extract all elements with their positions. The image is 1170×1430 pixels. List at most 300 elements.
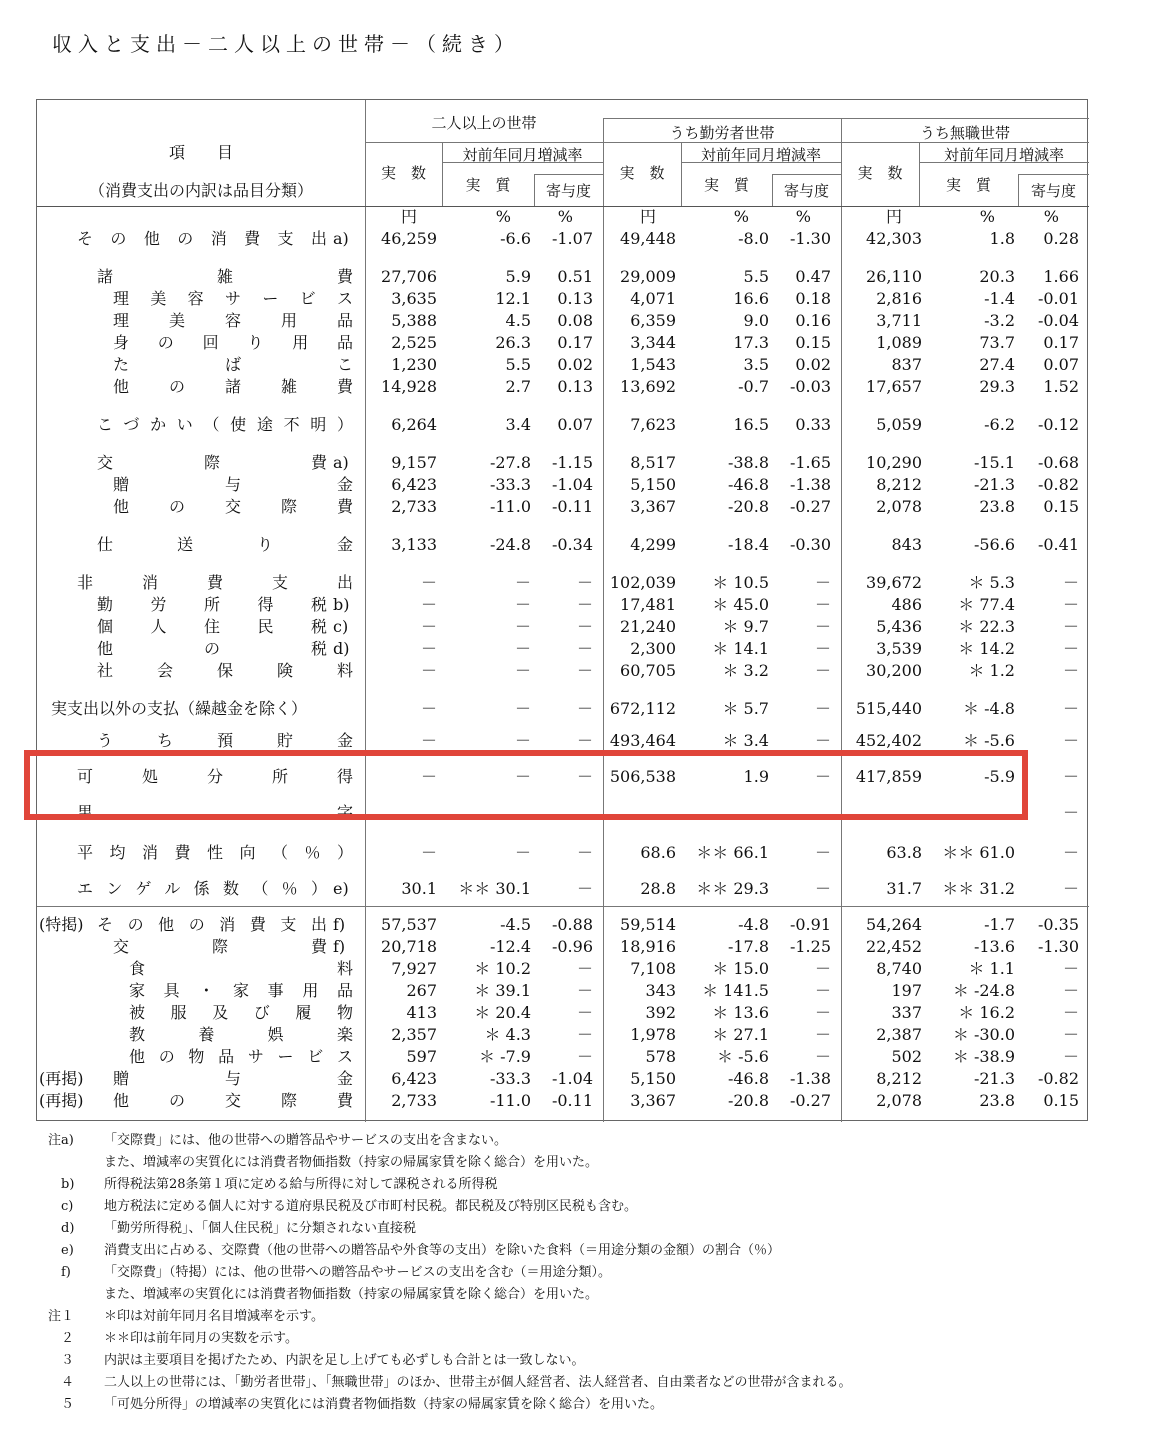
table-cell: － [576,639,593,658]
table-cell: 578 [645,1047,676,1066]
table-cell: － [1062,843,1079,862]
table-cell: -0.11 [551,497,593,516]
table-cell: -1.4 [984,289,1015,308]
table-cell: ＊ -38.9 [952,1047,1015,1066]
table-cell: 1,230 [391,355,437,374]
table-cell: 10,290 [866,453,922,472]
table-cell: － [814,959,831,978]
row-prefix: (特掲) [39,915,84,934]
footnote-text: 「交際費」には、他の世帯への贈答品やサービスの支出を含まない。 [104,1133,508,1148]
row-label: エンゲル係数（％） [77,879,327,898]
table-cell: － [814,699,831,718]
row-note-ref: f) [333,937,346,956]
table-cell: － [814,639,831,658]
footnote-key: ２ [48,1331,75,1346]
contrib-header: 寄与度 [1030,182,1076,200]
table-cell: 39,672 [866,573,922,592]
table-cell: － [576,661,593,680]
table-cell: 8,517 [630,453,676,472]
table-cell: 837 [891,355,922,374]
table-cell: 29.3 [979,377,1015,396]
table-cell: 1.66 [1043,267,1079,286]
row-label: 他の物品サービス [129,1047,353,1066]
row-label: 贈与金 [113,1069,353,1088]
table-row [37,698,1089,720]
table-cell: 2,733 [391,497,437,516]
table-cell: -0.82 [1037,1069,1079,1088]
table-cell: 2.7 [505,377,531,396]
table-cell: － [576,879,593,898]
table-cell: 0.07 [1043,355,1079,374]
table-cell: -4.8 [738,915,769,934]
table-cell: － [814,1047,831,1066]
table-cell: 1,978 [630,1025,676,1044]
table-cell: -33.3 [489,475,531,494]
table-row [37,842,1089,864]
row-label: 平均消費性向（％） [77,843,353,862]
table-cell: -0.7 [738,377,769,396]
table-cell: ＊ 141.5 [702,981,769,1000]
table-cell: -0.03 [789,377,831,396]
table-cell: 0.15 [795,333,831,352]
table-cell: -1.15 [551,453,593,472]
table-cell: ＊ 3.2 [722,661,769,680]
table-cell: － [814,981,831,1000]
table-cell: -1.07 [551,229,593,248]
table-cell: ＊ 10.5 [712,573,769,592]
table-cell: 843 [891,535,922,554]
table-cell: － [1062,767,1079,786]
table-row [37,266,1089,288]
table-cell: 102,039 [609,573,676,592]
table-cell: 18,916 [620,937,676,956]
table-cell: 16.5 [733,415,769,434]
income-expenditure-table [36,99,1088,1121]
table-cell: 8,740 [876,959,922,978]
table-cell: 343 [645,981,676,1000]
row-note-ref: b) [333,595,350,614]
table-cell: 0.17 [557,333,593,352]
table-cell: － [814,731,831,750]
table-cell: 515,440 [855,699,922,718]
table-cell: ＊ 15.0 [712,959,769,978]
table-cell: 5,388 [391,311,437,330]
table-cell: － [1062,661,1079,680]
table-cell: － [1062,595,1079,614]
table-cell: 7,927 [391,959,437,978]
table-cell: -0.88 [551,915,593,934]
row-note-ref: a) [333,453,349,472]
table-cell: 0.02 [795,355,831,374]
table-cell: ＊＊ 61.0 [942,843,1015,862]
table-cell: － [576,1047,593,1066]
table-cell: ＊ -4.8 [963,699,1015,718]
footnote-key: e) [48,1243,74,1258]
table-cell: ＊ -5.6 [963,731,1015,750]
table-cell: 7,108 [630,959,676,978]
table-cell: － [420,639,437,658]
table-cell: 60,705 [620,661,676,680]
row-label: 贈与金 [113,475,353,494]
table-cell: 3,367 [630,1091,676,1110]
yoy-header: 対前年同月増減率 [700,146,821,164]
footnote-key: ５ [48,1397,75,1412]
table-cell: 2,733 [391,1091,437,1110]
table-cell: － [514,573,531,592]
table-cell: -18.4 [727,535,769,554]
table-cell: － [1062,617,1079,636]
unit-label: % [979,207,995,226]
table-cell: － [814,617,831,636]
table-cell: ＊ 10.2 [474,959,531,978]
contrib-header: 寄与度 [545,182,591,200]
table-cell: -1.04 [551,1069,593,1088]
table-row [37,730,1089,752]
table-cell: 2,357 [391,1025,437,1044]
row-label: 個人住民税 [97,617,327,636]
table-cell: 17,657 [866,377,922,396]
table-cell: 1,089 [876,333,922,352]
table-cell: 1.8 [989,229,1015,248]
table-cell: － [420,595,437,614]
table-cell: 5.9 [505,267,531,286]
table-cell: 0.17 [1043,333,1079,352]
table-cell: 14,928 [381,377,437,396]
row-label: 教養娯楽 [129,1025,353,1044]
table-cell: ＊＊ 29.3 [696,879,769,898]
table-cell: － [576,595,593,614]
group-all-header: 二人以上の世帯 [431,114,537,132]
table-cell: ＊ -5.6 [717,1047,769,1066]
footnote-text: 地方税法に定める個人に対する道府県民税及び市町村民税。都民税及び特別区民税も含む。 [104,1199,638,1214]
table-cell: -56.6 [973,535,1015,554]
table-cell: -0.34 [551,535,593,554]
table-cell: -15.1 [973,453,1015,472]
table-cell: 0.15 [1043,497,1079,516]
table-cell: 0.51 [557,267,593,286]
row-note-ref: c) [333,617,349,636]
row-label: 他の税 [97,639,327,658]
table-cell: -13.6 [973,937,1015,956]
table-cell: 8,212 [876,1069,922,1088]
row-label: 他の交際費 [113,1091,353,1110]
table-cell: ＊＊ 30.1 [458,879,531,898]
table-cell: 5.5 [743,267,769,286]
table-cell: － [576,731,593,750]
unit-label: 円 [400,207,417,226]
table-cell: 30.1 [401,879,437,898]
row-label: 非消費支出 [77,573,353,592]
table-cell: 68.6 [640,843,676,862]
table-cell: － [420,843,437,862]
row-label: 黒字 [77,803,353,822]
table-cell: 27.4 [979,355,1015,374]
table-cell: － [514,639,531,658]
real-header: 実 質 [945,176,991,194]
table-cell: 0.28 [1043,229,1079,248]
footnote-text: ＊＊印は前年同月の実数を示す。 [104,1331,298,1346]
table-cell: 3,711 [876,311,922,330]
footnote-text: 消費支出に占める、交際費（他の世帯への贈答品や外食等の支出）を除いた食料（＝用途分類の金額）の割合（％） [104,1243,781,1258]
table-cell: 452,402 [855,731,922,750]
table-cell: -6.2 [984,415,1015,434]
table-cell: ＊＊ 31.2 [942,879,1015,898]
table-cell: 2,525 [391,333,437,352]
table-cell: － [1062,1047,1079,1066]
table-cell: 0.07 [557,415,593,434]
item-header: 項 目 [168,143,233,162]
table-cell: -12.4 [489,937,531,956]
table-cell: 59,514 [620,915,676,934]
table-cell: 23.8 [979,1091,1015,1110]
table-cell: 6,264 [391,415,437,434]
table-cell: 2,816 [876,289,922,308]
group-worker-header: うち勤労者世帯 [669,124,775,142]
table-cell: 28.8 [640,879,676,898]
row-prefix: (再掲) [39,1091,84,1110]
table-cell: -5.9 [984,767,1015,786]
table-cell: － [576,1003,593,1022]
table-cell: 0.13 [557,377,593,396]
table-cell: 54,264 [866,915,922,934]
table-cell: 0.08 [557,311,593,330]
table-cell: ＊ 3.4 [722,731,769,750]
table-cell: 9,157 [391,453,437,472]
footnote-key: f) [48,1265,71,1280]
table-cell: ＊ 5.7 [722,699,769,718]
table-cell: ＊ 14.1 [712,639,769,658]
unit-label: % [795,207,811,226]
table-cell: － [420,617,437,636]
table-cell: -0.04 [1037,311,1079,330]
table-cell: 1,543 [630,355,676,374]
row-note-ref: d) [333,639,350,658]
table-cell: -0.27 [789,497,831,516]
table-cell: － [514,617,531,636]
table-row [37,228,1089,250]
table-cell: -4.5 [500,915,531,934]
table-row [37,594,1089,616]
table-row [37,474,1089,496]
table-cell: 29,009 [620,267,676,286]
table-cell: － [814,595,831,614]
row-label: 家具・家事用品 [129,981,353,1000]
table-cell: -1.65 [789,453,831,472]
table-cell: － [420,699,437,718]
table-row [37,802,1089,822]
table-cell: － [814,661,831,680]
table-cell: 3,133 [391,535,437,554]
footnote-text: また、増減率の実質化には消費者物価指数（持家の帰属家賃を除く総合）を用いた。 [104,1155,599,1170]
table-row [37,376,1089,398]
table-cell: － [1062,639,1079,658]
table-row [37,572,1089,594]
row-label: たばこ [113,355,353,374]
table-cell: 672,112 [609,699,676,718]
table-row [37,354,1089,376]
table-cell: -0.11 [551,1091,593,1110]
row-label: 他の交際費 [113,497,353,516]
table-cell: -27.8 [489,453,531,472]
table-cell: 20.3 [979,267,1015,286]
row-label: 理美容サービス [113,289,353,308]
units-row [37,206,1089,228]
footnote-key: c) [48,1199,74,1214]
table-cell: 486 [891,595,922,614]
table-cell: ＊ 77.4 [958,595,1015,614]
row-label: 社会保険料 [97,661,353,680]
table-cell: － [1062,981,1079,1000]
table-row [37,1002,1089,1024]
table-cell: 6,359 [630,311,676,330]
table-cell: 22,452 [866,937,922,956]
footnote-text: 「交際費」（特掲）には、他の世帯への贈答品やサービスの支出を含む（＝用途分類）。 [104,1265,612,1280]
table-cell: 4,071 [630,289,676,308]
table-row [37,1090,1089,1112]
table-cell: 413 [406,1003,437,1022]
item-subheader: （消費支出の内訳は品目分類） [88,181,313,200]
table-cell: 31.7 [886,879,922,898]
table-cell: 5,150 [630,475,676,494]
table-cell: -46.8 [727,1069,769,1088]
table-row [37,332,1089,354]
table-cell: 27,706 [381,267,437,286]
footnote-key: ３ [48,1353,75,1368]
row-label: うち預貯金 [97,731,353,750]
yoy-header: 対前年同月増減率 [943,146,1064,164]
footnote-text: ＊印は対前年同月名目増減率を示す。 [104,1309,324,1324]
table-row [37,414,1089,436]
table-cell: 12.1 [495,289,531,308]
table-cell: － [814,879,831,898]
table-cell: -0.27 [789,1091,831,1110]
table-cell: 5,059 [876,415,922,434]
row-label: 仕送り金 [97,535,353,554]
actual-header: 実 数 [380,164,426,182]
table-cell: ＊ 45.0 [712,595,769,614]
table-cell: 3,539 [876,639,922,658]
table-row [37,616,1089,638]
table-cell: － [1062,731,1079,750]
table-cell: － [1062,573,1079,592]
footnote-text: 内訳は主要項目を掲げたため、内訳を足し上げても必ずしも合計とは一致しない。 [104,1353,585,1368]
table-cell: 0.16 [795,311,831,330]
unit-label: 円 [639,207,656,226]
table-row [37,288,1089,310]
table-cell: ＊ -7.9 [479,1047,531,1066]
table-cell: － [1062,803,1079,822]
table-cell: -11.0 [489,1091,531,1110]
table-cell: 337 [891,1003,922,1022]
table-cell: 26.3 [495,333,531,352]
table-cell: 63.8 [886,843,922,862]
table-cell: 23.8 [979,497,1015,516]
footnote-text: 「可処分所得」の増減率の実質化には消費者物価指数（持家の帰属家賃を除く総合）を用いた。 [104,1397,664,1412]
table-cell: － [514,731,531,750]
table-cell: -0.96 [551,937,593,956]
table-cell: 73.7 [979,333,1015,352]
table-cell: － [420,767,437,786]
table-cell: 1.52 [1043,377,1079,396]
table-cell: 57,537 [381,915,437,934]
table-cell: -8.0 [738,229,769,248]
table-cell: 0.02 [557,355,593,374]
table-cell: － [514,661,531,680]
yoy-header: 対前年同月増減率 [462,146,583,164]
table-cell: ＊ -30.0 [952,1025,1015,1044]
table-row [37,958,1089,980]
table-cell: -3.2 [984,311,1015,330]
table-cell: 21,240 [620,617,676,636]
row-prefix: (再掲) [39,1069,84,1088]
table-row [37,980,1089,1002]
table-cell: 502 [891,1047,922,1066]
table-cell: 5,436 [876,617,922,636]
table-cell: 17.3 [733,333,769,352]
row-label: 交際費 [113,937,327,956]
table-cell: -17.8 [727,937,769,956]
row-note-ref: a) [333,229,349,248]
table-cell: 49,448 [620,229,676,248]
table-cell: 392 [645,1003,676,1022]
footnote-key: b) [48,1177,75,1192]
table-cell: 8,212 [876,475,922,494]
table-cell: ＊ 9.7 [722,617,769,636]
table-cell: ＊ -24.8 [952,981,1015,1000]
table-cell: -1.7 [984,915,1015,934]
table-cell: -21.3 [973,1069,1015,1088]
row-label: 可処分所得 [77,767,353,786]
table-cell: -21.3 [973,475,1015,494]
row-label: 食料 [129,959,353,978]
table-cell: － [814,1003,831,1022]
table-cell: 17,481 [620,595,676,614]
footnote-key: 注a) [48,1133,74,1148]
unit-label: % [557,207,573,226]
table-row [37,878,1089,900]
row-label: その他の消費支出 [97,915,327,934]
contrib-header: 寄与度 [783,182,829,200]
table-row [37,310,1089,332]
footnote-text: 「勤労所得税」、「個人住民税」に分類されない直接税 [104,1221,417,1236]
table-cell: 5,150 [630,1069,676,1088]
actual-header: 実 数 [857,164,903,182]
table-cell: -1.30 [789,229,831,248]
table-cell: -1.30 [1037,937,1079,956]
table-cell: 506,538 [609,767,676,786]
table-cell: 3.5 [743,355,769,374]
table-cell: 30,200 [866,661,922,680]
footnote-key: d) [48,1221,75,1236]
table-cell: 3,344 [630,333,676,352]
actual-header: 実 数 [619,164,665,182]
table-cell: 26,110 [866,267,922,286]
table-row [37,496,1089,518]
unit-label: 円 [885,207,902,226]
table-cell: -0.35 [1037,915,1079,934]
table-cell: -1.04 [551,475,593,494]
group-nowork-header: うち無職世帯 [919,124,1010,142]
table-cell: ＊ 4.3 [484,1025,531,1044]
row-note-ref: f) [333,915,346,934]
table-cell: － [514,699,531,718]
table-cell: ＊ 13.6 [712,1003,769,1022]
table-cell: － [576,617,593,636]
table-row [37,936,1089,958]
table-cell: 3.4 [505,415,531,434]
table-cell: － [514,595,531,614]
footnote-text: 二人以上の世帯には、「勤労者世帯」、「無職世帯」のほか、世帯主が個人経営者、法人経営者、自由業者などの世帯が含まれる。 [104,1375,852,1390]
